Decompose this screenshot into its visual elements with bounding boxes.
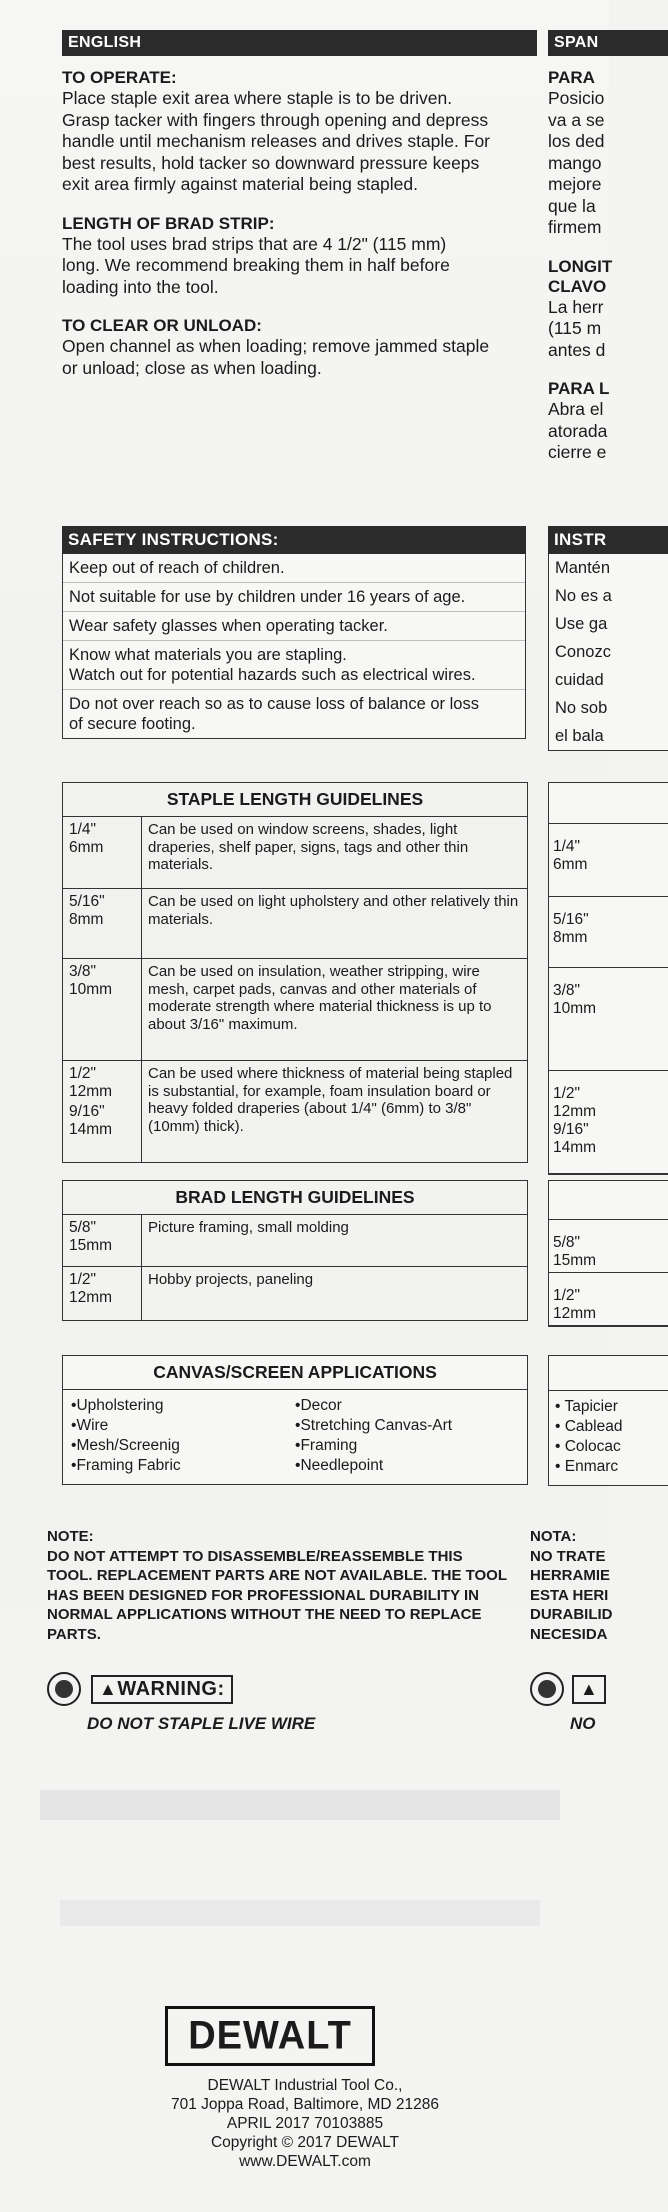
application-item: • Mesh/Screenig xyxy=(71,1436,295,1456)
spanish-para2-text xyxy=(548,399,668,464)
canvas-list-right xyxy=(295,1396,519,1476)
description-cell: Can be used on insulation, weather stripping, wire mesh, carpet pads, canvas and other materials of moderate strength where material thickness is up to about 3/16" maximum. xyxy=(142,959,528,1061)
spanish-line: La herr xyxy=(548,296,604,317)
note-label: NOTE: xyxy=(47,1528,94,1545)
spanish-warning-text: NO xyxy=(570,1714,596,1733)
operate-line: exit area firmly against material being stapled. xyxy=(62,174,419,194)
note-section xyxy=(47,1527,517,1644)
spanish-instr-item: cuidad xyxy=(555,671,604,689)
no-hazard-icon xyxy=(47,1672,81,1706)
spanish-instr-item: el bala xyxy=(555,727,604,745)
size-value: 3/8" xyxy=(69,963,97,980)
footer-line: Copyright © 2017 DEWALT xyxy=(210,2134,400,2151)
spanish-brad-title-box xyxy=(548,1180,668,1220)
size-value: 9/16" xyxy=(69,1103,105,1120)
note-line: TOOL. REPLACEMENT PARTS ARE NOT AVAILABLE. THE TOOL xyxy=(47,1567,508,1584)
size-value: 1/2" xyxy=(553,1085,581,1102)
safety-item-line: Watch out for potential hazards such as electrical wires. xyxy=(69,666,476,684)
spanish-brad-sizes xyxy=(548,1220,668,1327)
spanish-title-line: LONGIT xyxy=(548,256,613,276)
english-section xyxy=(62,30,537,379)
size-value: 9/16" xyxy=(553,1121,589,1138)
safety-item-line: Do not over reach so as to cause loss of balance or loss xyxy=(69,695,479,713)
spanish-size-cell xyxy=(549,1220,668,1273)
brad-length-table xyxy=(62,1180,528,1321)
spanish-size-cell xyxy=(549,1273,668,1326)
application-item: • Wire xyxy=(71,1416,295,1436)
bleed-through-band xyxy=(40,1790,560,1820)
spanish-apps-list xyxy=(549,1391,668,1485)
description-cell: Can be used on window screens, shades, light draperies, shelf paper, signs, tags and other thin materials. xyxy=(142,817,528,889)
spanish-longit-title xyxy=(548,257,668,297)
spanish-nota-text xyxy=(530,1547,650,1645)
spanish-instr-item: No sob xyxy=(555,699,608,717)
spanish-line: antes d xyxy=(548,339,606,360)
canvas-section xyxy=(62,1355,528,1485)
spanish-line: (115 m xyxy=(548,318,602,338)
safety-item xyxy=(63,583,525,612)
size-value: 12mm xyxy=(69,1289,113,1306)
spanish-line: mejore xyxy=(548,174,602,194)
size-value: 8mm xyxy=(69,911,104,928)
note-line: DO NOT ATTEMPT TO DISASSEMBLE/REASSEMBLE THIS xyxy=(47,1547,463,1565)
operate-title: TO OPERATE: xyxy=(62,68,177,87)
note-line: NORMAL APPLICATIONS WITHOUT THE NEED TO REPLACE xyxy=(47,1606,482,1623)
spanish-line: Abra el xyxy=(548,399,604,419)
operate-line: handle until mechanism releases and drives staple. For xyxy=(62,131,490,151)
spanish-line: los ded xyxy=(548,131,605,151)
size-value: 5/8" xyxy=(553,1234,581,1251)
canvas-title: CANVAS/SCREEN APPLICATIONS xyxy=(63,1356,527,1390)
note-line: PARTS. xyxy=(47,1625,101,1643)
size-cell xyxy=(63,959,142,1061)
size-value: 1/4" xyxy=(553,838,581,855)
staple-length-table xyxy=(62,782,528,1163)
spanish-line: va a se xyxy=(548,109,605,130)
application-item: • Framing Fabric xyxy=(71,1456,295,1476)
size-value: 6mm xyxy=(69,839,104,856)
spanish-longit-text xyxy=(548,297,668,362)
spanish-line: que la xyxy=(548,195,596,216)
spanish-staple-section xyxy=(548,782,668,1175)
safety-item-line: Not suitable for use by children under 16 years of age. xyxy=(69,588,466,606)
description-cell: Hobby projects, paneling xyxy=(142,1267,528,1321)
spanish-nota-line: HERRAMIE xyxy=(530,1567,611,1584)
footer-line: www.DEWALT.com xyxy=(239,2153,371,2170)
size-value: 3/8" xyxy=(553,982,581,999)
spanish-size-cell xyxy=(549,897,668,968)
brad-strip-line: loading into the tool. xyxy=(62,276,219,297)
safety-section xyxy=(62,526,526,739)
operate-line: Place staple exit area where staple is to be driven. xyxy=(62,88,453,108)
spanish-header: SPAN xyxy=(548,30,668,56)
size-value: 1/2" xyxy=(553,1287,581,1304)
footer-line: DEWALT Industrial Tool Co., xyxy=(207,2077,403,2094)
spanish-application-item: • Colocac xyxy=(555,1438,621,1455)
spanish-warning-tag xyxy=(572,1675,606,1704)
table-row xyxy=(63,959,528,1061)
note-line: HAS BEEN DESIGNED FOR PROFESSIONAL DURABILITY IN xyxy=(47,1586,479,1604)
safety-item xyxy=(63,690,525,738)
staple-length-title: STAPLE LENGTH GUIDELINES xyxy=(63,783,528,817)
spanish-line: mango xyxy=(548,152,602,173)
spanish-brad-section xyxy=(548,1180,668,1327)
size-value: 8mm xyxy=(553,929,588,946)
safety-item xyxy=(63,641,525,690)
clear-unload-text xyxy=(62,336,537,379)
spanish-nota-line: DURABILID xyxy=(530,1606,613,1623)
spanish-line: cierre e xyxy=(548,442,607,462)
company-footer xyxy=(60,2076,550,2171)
spanish-staple-sizes xyxy=(548,824,668,1175)
safety-item-line: Wear safety glasses when operating tacker. xyxy=(69,617,388,635)
spanish-instr-section xyxy=(548,526,668,751)
spanish-instr-list xyxy=(548,554,668,751)
spanish-nota-line: NO TRATE xyxy=(530,1547,606,1565)
size-value: 5/8" xyxy=(69,1219,97,1236)
table-row xyxy=(63,1267,528,1321)
description-cell: Can be used where thickness of material being stapled is substantial, for example, foam insulation board or heavy folded draperies (about 1/4" (6mm) to 3/8" (10mm) thick). xyxy=(142,1061,528,1163)
footer-line: 701 Joppa Road, Baltimore, MD 21286 xyxy=(171,2096,439,2113)
staple-length-section xyxy=(62,782,528,1163)
table-row xyxy=(63,889,528,959)
table-row xyxy=(63,1215,528,1267)
size-value: 1/4" xyxy=(69,821,97,838)
spanish-instr-item: Use ga xyxy=(555,615,608,633)
description-cell: Can be used on light upholstery and other relatively thin materials. xyxy=(142,889,528,959)
warning-tag xyxy=(91,1675,233,1704)
application-item: • Needlepoint xyxy=(295,1456,519,1476)
size-value: 1/2" xyxy=(69,1271,97,1288)
spanish-application-item: • Tapicier xyxy=(555,1398,618,1415)
size-cell xyxy=(63,1215,142,1267)
description-cell: Picture framing, small molding xyxy=(142,1215,528,1267)
clear-unload-line: or unload; close as when loading. xyxy=(62,357,322,378)
safety-item-line: of secure footing. xyxy=(69,715,196,733)
size-cell xyxy=(63,1267,142,1321)
application-item: • Stretching Canvas-Art xyxy=(295,1416,519,1436)
spanish-line: firmem xyxy=(548,217,602,237)
brad-length-section xyxy=(62,1180,528,1321)
spanish-no-hazard-icon xyxy=(530,1672,564,1706)
spanish-instr-header: INSTR xyxy=(548,526,668,554)
table-row xyxy=(63,817,528,889)
size-cell xyxy=(63,889,142,959)
application-item: • Decor xyxy=(295,1396,519,1416)
spanish-para2-title: PARA L xyxy=(548,379,610,398)
size-value: 10mm xyxy=(553,1000,597,1017)
warning-text: DO NOT STAPLE LIVE WIRE xyxy=(87,1714,316,1733)
spanish-size-cell xyxy=(549,824,668,897)
spanish-instr-item: Conozc xyxy=(555,643,611,661)
size-value: 5/16" xyxy=(69,893,105,910)
spanish-nota-section xyxy=(530,1527,650,1644)
english-header: ENGLISH xyxy=(62,30,537,56)
operate-line: Grasp tacker with fingers through opening and depress xyxy=(62,109,489,130)
size-value: 14mm xyxy=(553,1139,597,1156)
brand-wordmark: DEWALT xyxy=(188,2013,352,2058)
spanish-application-item: • Enmarc xyxy=(555,1458,619,1475)
note-text xyxy=(47,1547,517,1645)
brad-strip-line: The tool uses brad strips that are 4 1/2" (115 mm) xyxy=(62,233,447,254)
brad-length-title: BRAD LENGTH GUIDELINES xyxy=(63,1181,528,1215)
spanish-instr-item: Mantén xyxy=(555,559,611,577)
spanish-nota-line: NECESIDA xyxy=(530,1625,608,1643)
size-value: 1/2" xyxy=(69,1065,97,1082)
size-value: 14mm xyxy=(69,1121,113,1138)
application-item: • Framing xyxy=(295,1436,519,1456)
spanish-apps-section xyxy=(548,1355,668,1486)
size-value: 6mm xyxy=(553,856,588,873)
clear-unload-line: Open channel as when loading; remove jammed staple xyxy=(62,336,490,356)
warning-triangle-icon: ▲ xyxy=(99,1678,118,1699)
canvas-box xyxy=(62,1355,528,1485)
safety-item-line: Keep out of reach of children. xyxy=(69,559,285,577)
size-value: 15mm xyxy=(69,1237,113,1254)
warning-triangle-icon: ▲ xyxy=(580,1678,599,1699)
size-value: 5/16" xyxy=(553,911,589,928)
application-item: • Upholstering xyxy=(71,1396,295,1416)
size-value: 12mm xyxy=(553,1103,597,1120)
size-cell xyxy=(63,817,142,889)
warning-label: WARNING: xyxy=(117,1677,225,1700)
spanish-para-title: PARA xyxy=(548,68,595,87)
size-cell xyxy=(63,1061,142,1163)
warning-block xyxy=(47,1672,315,1734)
bleed-through-band xyxy=(60,1900,540,1926)
spanish-line: atorada xyxy=(548,420,608,441)
safety-item xyxy=(63,612,525,641)
spanish-warning xyxy=(530,1672,609,1734)
spanish-line: Posicio xyxy=(548,88,605,108)
spanish-size-cell xyxy=(549,1071,668,1174)
dewalt-logo xyxy=(165,2006,375,2066)
brad-strip-title: LENGTH OF BRAD STRIP: xyxy=(62,213,275,233)
operate-line: best results, hold tacker so downward pressure keeps xyxy=(62,152,480,173)
size-value: 10mm xyxy=(69,981,113,998)
spanish-nota-label: NOTA: xyxy=(530,1528,577,1545)
brad-strip-line: long. We recommend breaking them in half before xyxy=(62,255,450,275)
safety-item xyxy=(63,554,525,583)
size-value: 12mm xyxy=(553,1305,597,1322)
spanish-apps-box xyxy=(548,1355,668,1486)
canvas-list-left xyxy=(71,1396,295,1476)
spanish-operate-text xyxy=(548,88,668,239)
safety-item-line: Know what materials you are stapling. xyxy=(69,646,347,664)
spanish-size-cell xyxy=(549,968,668,1071)
spanish-title-line: CLAVO xyxy=(548,276,607,296)
spanish-nota-line: ESTA HERI xyxy=(530,1586,609,1604)
operate-text xyxy=(62,88,537,196)
clear-unload-title: TO CLEAR OR UNLOAD: xyxy=(62,316,262,335)
size-value: 12mm xyxy=(69,1083,113,1100)
safety-list xyxy=(62,554,526,739)
spanish-section xyxy=(548,30,668,464)
spanish-instr-item: No es a xyxy=(555,587,612,605)
brad-strip-text xyxy=(62,234,537,299)
size-value: 15mm xyxy=(553,1252,597,1269)
table-row xyxy=(63,1061,528,1163)
safety-header: SAFETY INSTRUCTIONS: xyxy=(62,526,526,554)
footer-line: APRIL 2017 70103885 xyxy=(226,2115,384,2132)
spanish-application-item: • Cablead xyxy=(555,1418,623,1435)
spanish-staple-title-box xyxy=(548,782,668,824)
